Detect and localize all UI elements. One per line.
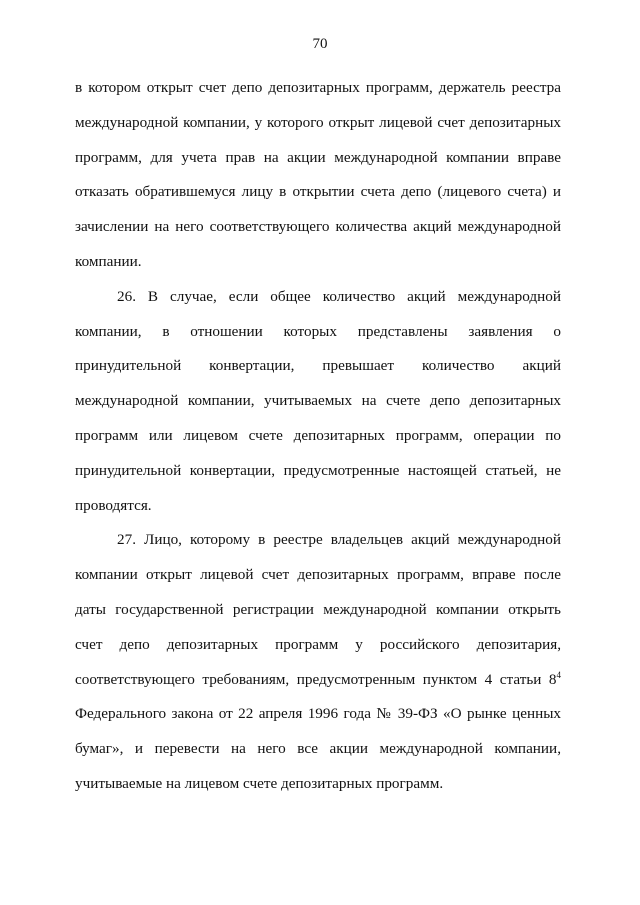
article-superscript: 4 [556,669,561,680]
page-number: 70 [312,36,328,52]
paragraph-27-text-end: Федерального закона от 22 апреля 1996 года № 39-ФЗ «О рынке ценных бумаг», и перевести на него все акции международной компании, учитываемые на лицевом счете депозитарных программ. [75,705,561,792]
paragraph-continuation: в котором открыт счет депо депозитарных программ, держатель реестра международной компании, у которого открыт лицевой счет депозитарных программ, для учета прав на акции международной компании вправе отказать обратившемуся лицу в открытии счета депо (лицевого счета) и зачислении на него соответствующего количества акций международной компании. [75,79,561,270]
document-body [75,71,561,802]
paragraph-26: 26. В случае, если общее количество акций международной компании, в отношении которых представлены заявления о принудительной конвертации, превышает количество акций международной компании, учитываемых на счете депо депозитарных программ или лицевом счете депозитарных программ, операции по принудительной конвертации, предусмотренные настоящей статьей, не проводятся. [75,287,561,514]
paragraph-27 [75,523,561,801]
paragraph-27-text-start: 27. Лицо, которому в реестре владельцев акций международной компании открыт лицевой счет депозитарных программ, вправе после даты государственной регистрации международной компании открыть счет депо депозитарных программ у российского депозитария, соответствующего требованиям, предусмотренным пунктом 4 статьи 8 [75,531,561,688]
